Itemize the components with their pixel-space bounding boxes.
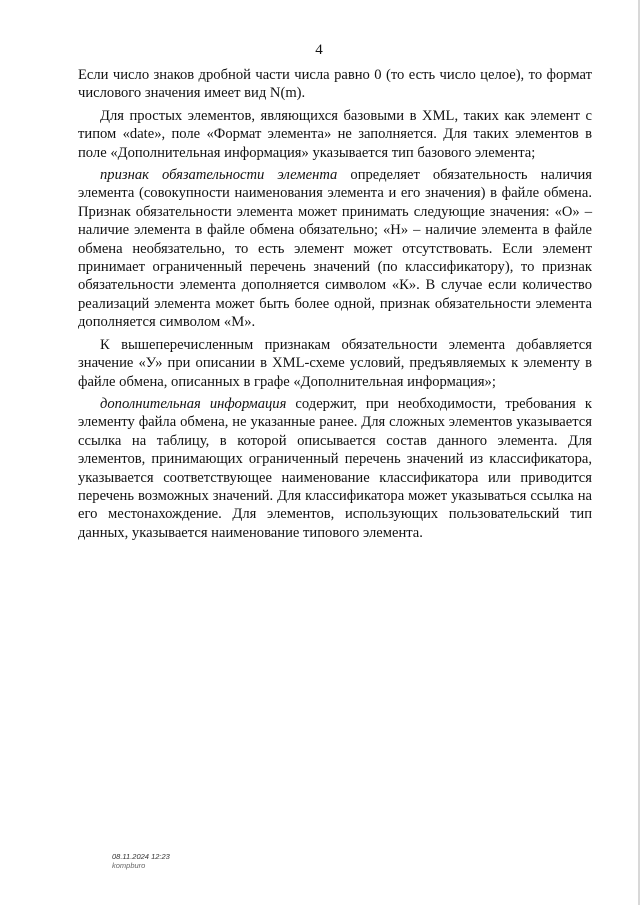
print-stamp <box>112 852 170 870</box>
document-body <box>78 66 592 546</box>
additional-info-text: содержит, при необходимости, требования к элементу файла обмена, не указанные ранее. Для сложных элементов указывается ссылка на таблицу, в которой описывается состав данного элемента. Для элементов, принимающих ограниченный перечень значений из классификатора, указывается соответствующее наименование классификатора или приводится перечень возможных значений. Для классификатора может указываться ссылка на его местонахождение. Для элементов, использующих пользовательский тип данных, указывается наименование типового элемента. <box>78 395 593 541</box>
paragraph-mandatory-sign <box>78 166 592 332</box>
page-number: 4 <box>315 42 323 58</box>
mandatory-sign-text: определяет обязательность наличия элемента (совокупности наименования элемента и его значения) в файле обмена. Признак обязательности элемента может принимать следующие значения: «О» – наличие элемента в файле обмена обязательно; «Н» – наличие элемента в файле обмена необязательно, то есть элемент может отсутствовать. Если элемент принимает ограниченный перечень значений (по классификатору), то признак обязательности элемента дополняется символом «К». В случае если количество реализаций элемента может быть более одной, признак обязательности элемента дополняется символом «М». <box>78 167 592 331</box>
paragraph-number-format: Если число знаков дробной части числа равно 0 (то есть число целое), то формат числового значения имеет вид N(m). <box>78 67 592 102</box>
stamp-datetime: 08.11.2024 12:23 <box>112 852 170 861</box>
paragraph-additional-info <box>78 395 592 542</box>
paragraph-simple-elements: Для простых элементов, являющихся базовыми в XML, таких как элемент с типом «date», поле «Формат элемента» не заполняется. Для таких элементов в поле «Дополнительная информация» указывается тип базового элемента; <box>78 107 592 161</box>
term-mandatory-sign: признак обязательности элемента <box>100 167 338 184</box>
paragraph-conditional-value: К вышеперечисленным признакам обязательности элемента добавляется значение «У» при описании в XML-схеме условий, предъявляемых к элементу в файле обмена, описанных в графе «Дополнительная информация»; <box>78 336 592 390</box>
stamp-source: kompburo <box>112 861 146 870</box>
term-additional-info: дополнительная информация <box>100 395 287 412</box>
